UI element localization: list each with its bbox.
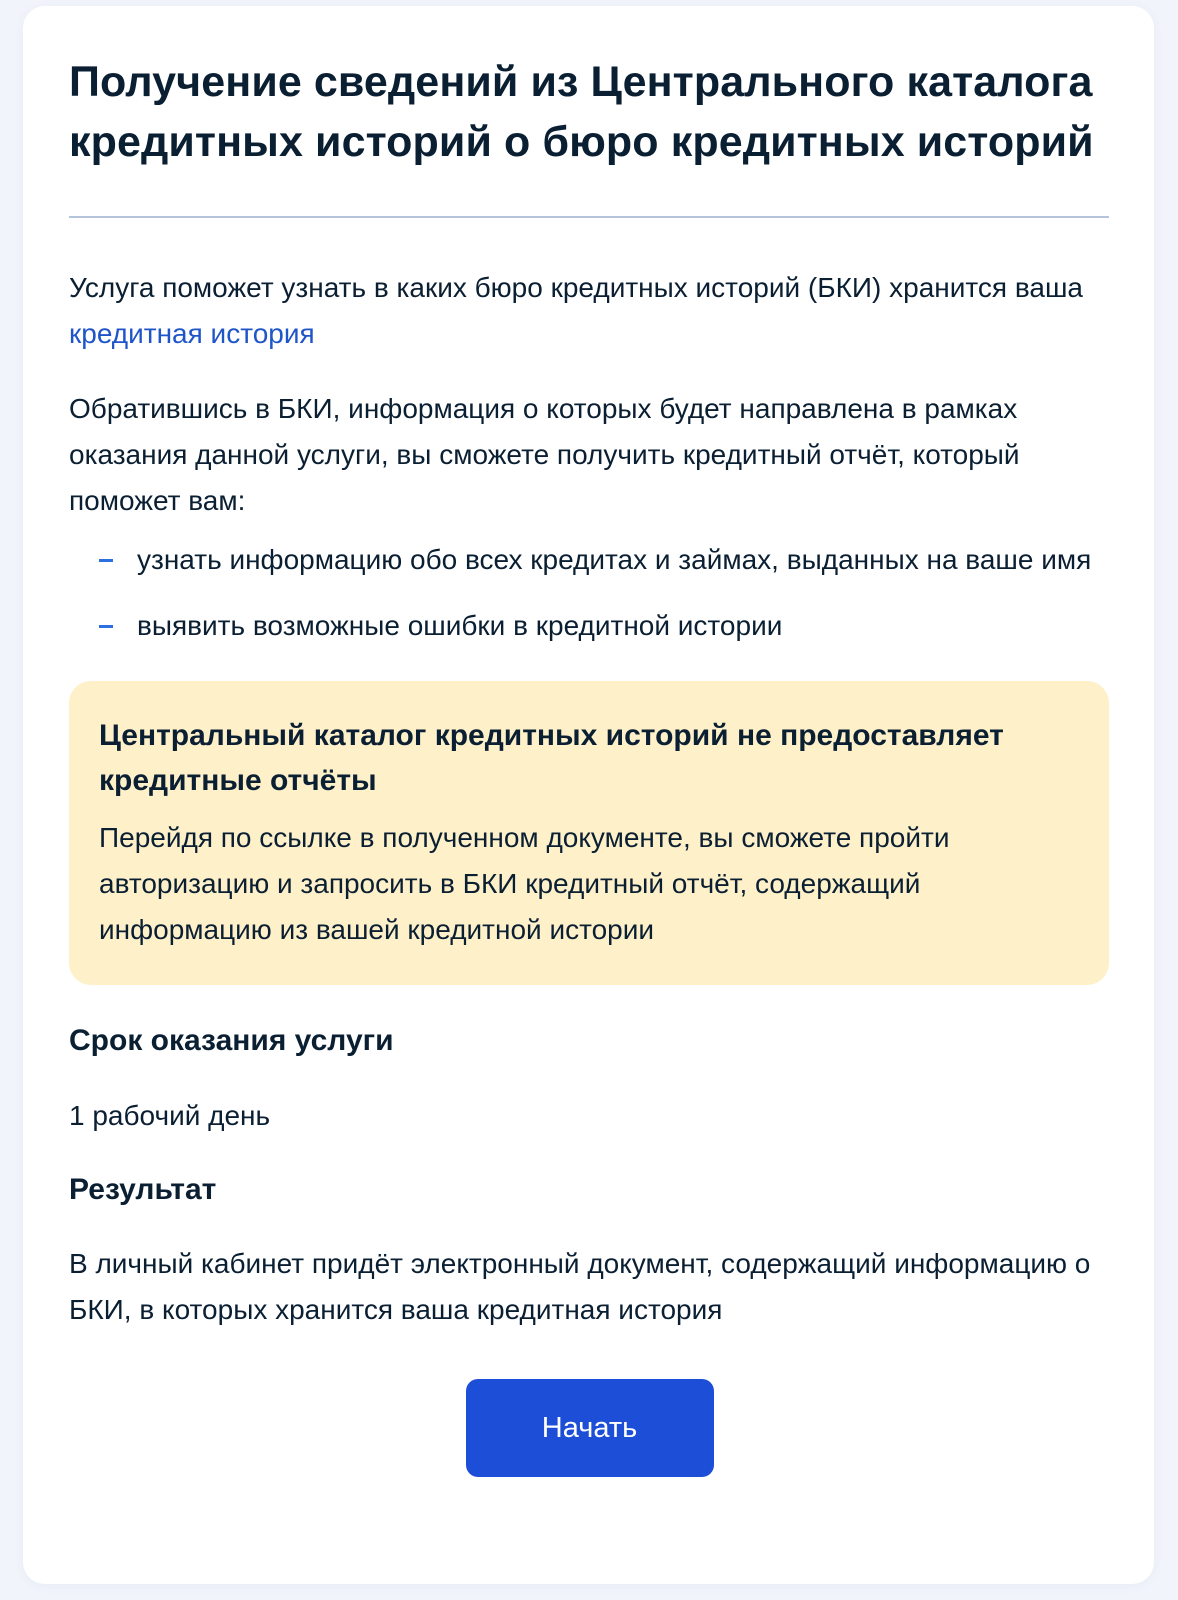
intro-text-lead: Услуга поможет узнать в каких бюро кредитных историй (БКИ) хранится ваша — [69, 272, 1084, 303]
credit-history-link[interactable]: кредитная история — [69, 318, 315, 349]
notice-text: Перейдя по ссылке в полученном документе, вы сможете пройти авторизацию и запросить в БКИ кредитный отчёт, содержащий информацию из вашей кредитной истории — [99, 822, 950, 945]
list-item — [69, 537, 1109, 583]
term-value: 1 рабочий день — [69, 1100, 271, 1131]
actions-row — [69, 1379, 1109, 1477]
benefits-lead: Обратившись в БКИ, информация о которых будет направлена в рамках оказания данной услуги, вы сможете получить кредитный отчёт, который поможет вам: — [69, 393, 1020, 516]
notice-box — [69, 681, 1109, 985]
title-divider — [69, 216, 1109, 218]
page-title: Получение сведений из Центрального каталога кредитных историй о бюро кредитных историй — [69, 58, 1094, 166]
dash-bullet-icon — [99, 559, 113, 562]
term-heading: Срок оказания услуги — [69, 1024, 394, 1057]
dash-bullet-icon — [99, 625, 113, 628]
list-item-text: выявить возможные ошибки в кредитной истории — [137, 610, 783, 641]
service-card — [23, 6, 1154, 1584]
result-heading: Результат — [69, 1173, 217, 1206]
benefits-list — [69, 537, 1109, 649]
result-value: В личный кабинет придёт электронный документ, содержащий информацию о БКИ, в которых хранится ваша кредитная история — [69, 1248, 1091, 1325]
start-button[interactable]: Начать — [466, 1379, 714, 1477]
intro-text — [69, 265, 1109, 357]
list-item — [69, 603, 1109, 649]
list-item-text: узнать информацию обо всех кредитах и займах, выданных на ваше имя — [137, 544, 1092, 575]
notice-title: Центральный каталог кредитных историй не предоставляет кредитные отчёты — [99, 719, 1004, 797]
